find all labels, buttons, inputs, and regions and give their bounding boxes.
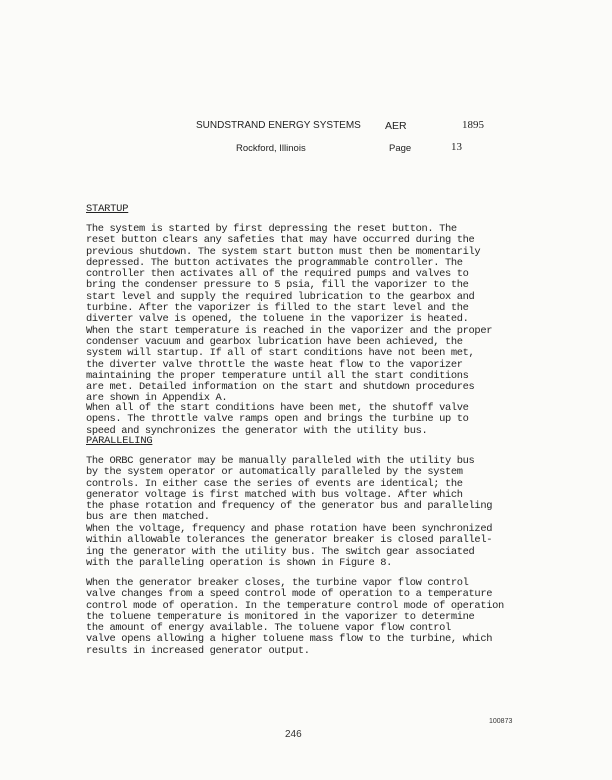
text-line: with the paralleling operation is shown in Figure 8. — [86, 556, 393, 569]
page-stamp: 246 — [285, 729, 302, 740]
text-line: turbine. After the vaporizer is filled to the start level and the — [86, 302, 469, 315]
paragraph-paralleling-1 — [86, 456, 546, 524]
text-line: The ORBC generator may be manually paralleled with the utility bus — [86, 455, 475, 467]
text-line: are shown in Appendix A. — [86, 392, 228, 405]
section-heading-paralleling: PARALLELING — [86, 435, 153, 447]
text-line: start level and supply the required lubrication to the gearbox and — [86, 290, 475, 303]
section-heading-startup: STARTUP — [86, 203, 129, 215]
text-line: results in increased generator output. — [86, 644, 310, 657]
text-line: generator voltage is first matched with bus voltage. After which — [86, 488, 463, 501]
text-line: opens. The throttle valve ramps open and brings the turbine up to — [86, 413, 469, 426]
text-line: maintaining the proper temperature until all the start conditions — [86, 369, 469, 382]
text-line: the toluene temperature is monitored in the vaporizer to determine — [86, 610, 475, 623]
text-line: diverter valve is opened, the toluene in the vaporizer is heated. — [86, 313, 469, 326]
text-line: bring the condenser pressure to 5 psia, fill the vaporizer to the — [86, 279, 469, 292]
text-line: the amount of energy available. The toluene vapor flow control — [86, 622, 451, 635]
text-line: When all of the start conditions have been met, the shutoff valve — [86, 402, 469, 414]
text-line: When the voltage, frequency and phase rotation have been synchronized — [86, 523, 493, 535]
document-code: 100873 — [489, 718, 513, 725]
text-line: controller then activates all of the required pumps and valves to — [86, 268, 469, 281]
text-line: depressed. The button activates the programmable controller. The — [86, 256, 463, 269]
page-number: 13 — [451, 141, 462, 153]
text-line: reset button clears any safeties that may have occurred during the — [86, 234, 475, 247]
company-name: SUNDSTRAND ENERGY SYSTEMS — [196, 120, 361, 131]
page-label: Page — [389, 143, 412, 154]
text-line: ing the generator with the utility bus. The switch gear associated — [86, 545, 475, 558]
paragraph-paralleling-3 — [86, 578, 546, 657]
text-line: speed and synchronizes the generator with the utility bus. — [86, 424, 428, 437]
text-line: When the start temperature is reached in the vaporizer and the proper — [86, 324, 493, 337]
text-line: condenser vacuum and gearbox lubrication have been achieved, the — [86, 335, 463, 348]
text-line: the phase rotation and frequency of the generator bus and paralleling — [86, 500, 493, 513]
text-line: valve opens allowing a higher toluene mass flow to the turbine, which — [86, 633, 493, 646]
location: Rockford, Illinois — [236, 143, 306, 154]
text-line: When the generator breaker closes, the turbine vapor flow control — [86, 577, 469, 589]
doc-number: 1895 — [462, 119, 484, 131]
doc-type: AER — [385, 120, 407, 132]
text-line: previous shutdown. The system start button must then be momentarily — [86, 245, 481, 258]
text-line: bus are then matched. — [86, 511, 210, 524]
text-line: control mode of operation. In the temperature control mode of operation — [86, 599, 504, 612]
text-line: system will startup. If all of start conditions have not been met, — [86, 347, 475, 360]
paragraph-startup-1 — [86, 224, 546, 405]
text-line: valve changes from a speed control mode of operation to a temperature — [86, 588, 493, 601]
paragraph-paralleling-2 — [86, 524, 546, 569]
text-line: are met. Detailed information on the start and shutdown procedures — [86, 381, 475, 394]
text-line: by the system operator or automatically paralleled by the system — [86, 466, 463, 479]
paragraph-startup-2 — [86, 403, 546, 437]
text-line: the diverter valve throttle the waste heat flow to the vaporizer — [86, 358, 463, 371]
text-line: controls. In either case the series of events are identical; the — [86, 477, 463, 490]
text-line: The system is started by first depressing the reset button. The — [86, 223, 457, 235]
text-line: within allowable tolerances the generator breaker is closed parallel- — [86, 534, 493, 547]
